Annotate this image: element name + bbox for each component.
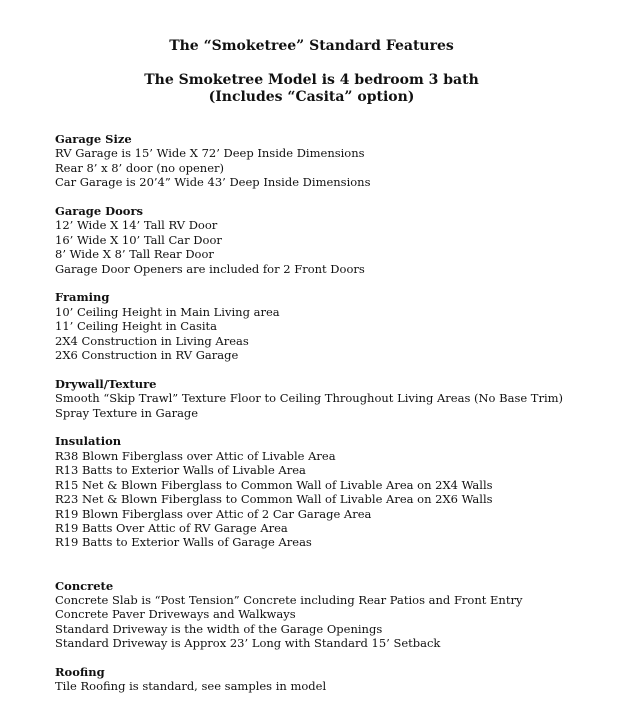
section-framing — [55, 290, 615, 362]
feature-line: 16’ Wide X 10’ Tall Car Door — [55, 232, 222, 247]
section-heading: Roofing — [55, 664, 105, 679]
section-heading: Concrete — [55, 578, 114, 593]
feature-line: Spray Texture in Garage — [55, 405, 199, 420]
feature-line: 10’ Ceiling Height in Main Living area — [55, 304, 280, 319]
feature-line: Standard Driveway is Approx 23’ Long with Standard 15’ Setback — [55, 636, 441, 651]
section-spacer — [55, 276, 615, 290]
section-heading: Garage Size — [55, 132, 132, 146]
feature-line: Concrete Paver Driveways and Walkways — [55, 607, 296, 622]
feature-line: R23 Net & Blown Fiberglass to Common Wall of Livable Area on 2X6 Walls — [55, 492, 493, 507]
section-insulation — [55, 434, 615, 549]
section-heading: Drywall/Texture — [55, 376, 157, 391]
section-spacer — [55, 550, 615, 579]
feature-line: 12’ Wide X 14’ Tall RV Door — [55, 218, 218, 233]
feature-line: 8’ Wide X 8’ Tall Rear Door — [55, 247, 214, 262]
section-garage-doors — [55, 204, 615, 276]
document-subtitle-line-2: (Includes “Casita” option) — [208, 89, 415, 105]
document-title: The “Smoketree” Standard Features — [169, 38, 454, 54]
feature-line: R15 Net & Blown Fiberglass to Common Wall of Livable Area on 2X4 Walls — [55, 477, 493, 492]
document-subtitle-line-1: The Smoketree Model is 4 bedroom 3 bath — [144, 72, 479, 88]
feature-line: RV Garage is 15’ Wide X 72’ Deep Inside Dimensions — [55, 146, 365, 161]
feature-line: Smooth “Skip Trawl” Texture Floor to Ceiling Throughout Living Areas (No Base Trim) — [55, 391, 564, 406]
section-spacer — [55, 362, 615, 376]
feature-line: R19 Batts Over Attic of RV Garage Area — [55, 520, 288, 535]
feature-line: Standard Driveway is the width of the Garage Openings — [55, 621, 383, 636]
section-heading: Garage Doors — [55, 204, 143, 219]
feature-line: 2X6 Construction in RV Garage — [55, 348, 239, 363]
feature-line: Tile Roofing is standard, see samples in model — [55, 679, 327, 694]
features-list — [55, 132, 615, 694]
feature-line: Garage Door Openers are included for 2 Front Doors — [55, 261, 365, 276]
feature-line: 2X4 Construction in Living Areas — [55, 333, 249, 348]
feature-line: R19 Batts to Exterior Walls of Garage Areas — [55, 535, 312, 550]
section-garage-size — [55, 132, 615, 190]
feature-line: R13 Batts to Exterior Walls of Livable Area — [55, 463, 306, 478]
feature-line: Car Garage is 20’4” Wide 43’ Deep Inside Dimensions — [55, 175, 371, 190]
section-concrete — [55, 579, 615, 651]
feature-line: R38 Blown Fiberglass over Attic of Livable Area — [55, 448, 336, 463]
section-spacer — [55, 190, 615, 204]
section-spacer — [55, 651, 615, 665]
feature-line: Concrete Slab is “Post Tension” Concrete including Rear Patios and Front Entry — [55, 592, 523, 607]
section-heading: Insulation — [55, 434, 122, 449]
section-spacer — [55, 420, 615, 434]
section-roofing — [55, 665, 615, 694]
feature-line: 11’ Ceiling Height in Casita — [55, 319, 218, 334]
feature-line: Rear 8’ x 8’ door (no opener) — [55, 160, 224, 175]
section-heading: Framing — [55, 290, 110, 305]
feature-line: R19 Blown Fiberglass over Attic of 2 Car Garage Area — [55, 506, 372, 521]
section-drywall-texture — [55, 377, 615, 420]
